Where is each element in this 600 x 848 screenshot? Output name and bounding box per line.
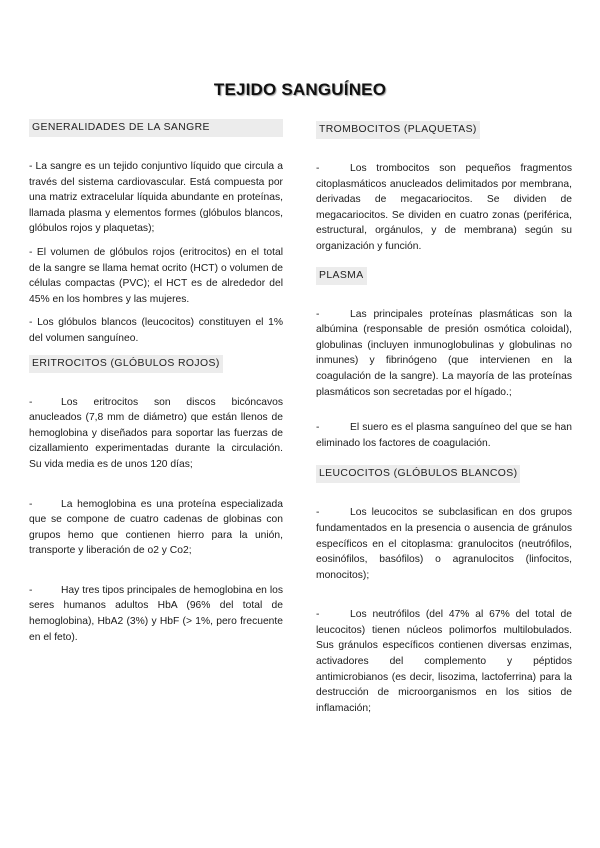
paragraph-text: Los trombocitos son pequeños fragmentos citoplasmáticos anucleados delimitados por membrana, derivadas de megacariocitos. Se dividen de megacariocitos. Se dividen en cuatro zonas (periférica, estructural, orgánulos, y de membrana) según su organización y función. <box>316 163 572 252</box>
bullet-dash: - <box>29 584 33 596</box>
bullet-dash: - <box>316 507 320 519</box>
paragraph <box>316 607 572 716</box>
paragraph <box>29 395 283 473</box>
paragraph: - Los glóbulos blancos (leucocitos) constituyen el 1% del volumen sanguíneo. <box>29 317 283 344</box>
paragraph-text: Los neutrófilos (del 47% al 67% del total de leucocitos) tienen núcleos polimorfos multilobulados. Sus gránulos específicos contienen diversas enzimas, activadores del complemento y péptidos antimicrobianos (es decir, lisozima, lactoferrina) para la destrucción de microorganismos en los sitios de inflamación; <box>316 609 572 714</box>
section-heading-leucocitos: LEUCOCITOS (GLÓBULOS BLANCOS) <box>316 465 520 483</box>
bullet-dash: - <box>316 308 320 320</box>
paragraph: - La sangre es un tejido conjuntivo líquido que circula a través del sistema cardiovascular. Está compuesta por una matriz extracelular líquida abundante en proteínas, llamada plasma y elementos formes (glóbulos blancos, glóbulos rojos y plaquetas); <box>29 161 283 235</box>
right-column <box>316 119 572 716</box>
section-plasma <box>316 265 572 285</box>
paragraph-text: Hay tres tipos principales de hemoglobina en los seres humanos adultos HbA (96% del total de hemoglobina), HbA2 (3%) y HbF (> 1%, pero frecuente en el feto). <box>29 584 283 643</box>
section-leucocitos <box>316 463 572 483</box>
section-heading-generalidades: GENERALIDADES DE LA SANGRE <box>29 119 283 137</box>
paragraph-text: Los leucocitos se subclasifican en dos grupos fundamentados en la presencia o ausencia de gránulos específicos en el citoplasma: granulocitos (neutrófilos, eosinófilos, basófilos) o agranulocitos (linfocitos, monocitos); <box>316 507 572 581</box>
paragraph <box>316 420 572 451</box>
section-trombocitos <box>316 119 572 139</box>
paragraph <box>316 161 572 255</box>
paragraph-text: El suero es el plasma sanguíneo del que se han eliminado los factores de coagulación. <box>316 422 572 449</box>
bullet-dash: - <box>29 498 33 510</box>
bullet-dash: - <box>316 609 320 621</box>
paragraph <box>29 583 283 645</box>
paragraph-text: La hemoglobina es una proteína especializada que se compone de cuatro cadenas de globinas con grupos hemo que contienen hierro para la unión, transporte y liberación de o2 y Co2; <box>29 498 283 557</box>
section-heading-plasma: PLASMA <box>316 267 367 285</box>
paragraph <box>316 505 572 583</box>
section-eritrocitos <box>29 353 283 373</box>
bullet-dash: - <box>29 396 33 408</box>
bullet-dash: - <box>316 422 320 434</box>
paragraph-text: Los eritrocitos son discos bicóncavos anucleados (7,8 mm de diámetro) que están llenos de hemoglobina y diseñados para soportar las fuerzas de cizallamiento experimentadas durante la circulación. Su vida media es de unos 120 días; <box>29 396 283 470</box>
paragraph-text: Las principales proteínas plasmáticas son la albúmina (responsable de presión osmótica coloidal), globulinas (incluyen inmunoglobulinas y globulinas no inmunes) y fibrinógeno (que intervienen en la coagulación de la sangre). La mayoría de las proteínas plasmáticos son secretadas por el hígado.; <box>316 308 572 398</box>
paragraph <box>29 497 283 559</box>
page-title: TEJIDO SANGUÍNEO <box>213 80 387 99</box>
paragraph <box>316 307 572 401</box>
bullet-dash: - <box>316 163 320 174</box>
section-heading-eritrocitos: ERITROCITOS (GLÓBULOS ROJOS) <box>29 355 223 373</box>
section-generalidades <box>29 119 283 137</box>
paragraph: - El volumen de glóbulos rojos (eritrocitos) en el total de la sangre se llama hemat ocrito (HCT) o volumen de células compactas (PVC); el HCT es de alrededor del 45% en los hombres y las mujeres. <box>29 246 283 305</box>
section-heading-trombocitos: TROMBOCITOS (PLAQUETAS) <box>316 121 480 139</box>
left-column <box>29 119 283 645</box>
